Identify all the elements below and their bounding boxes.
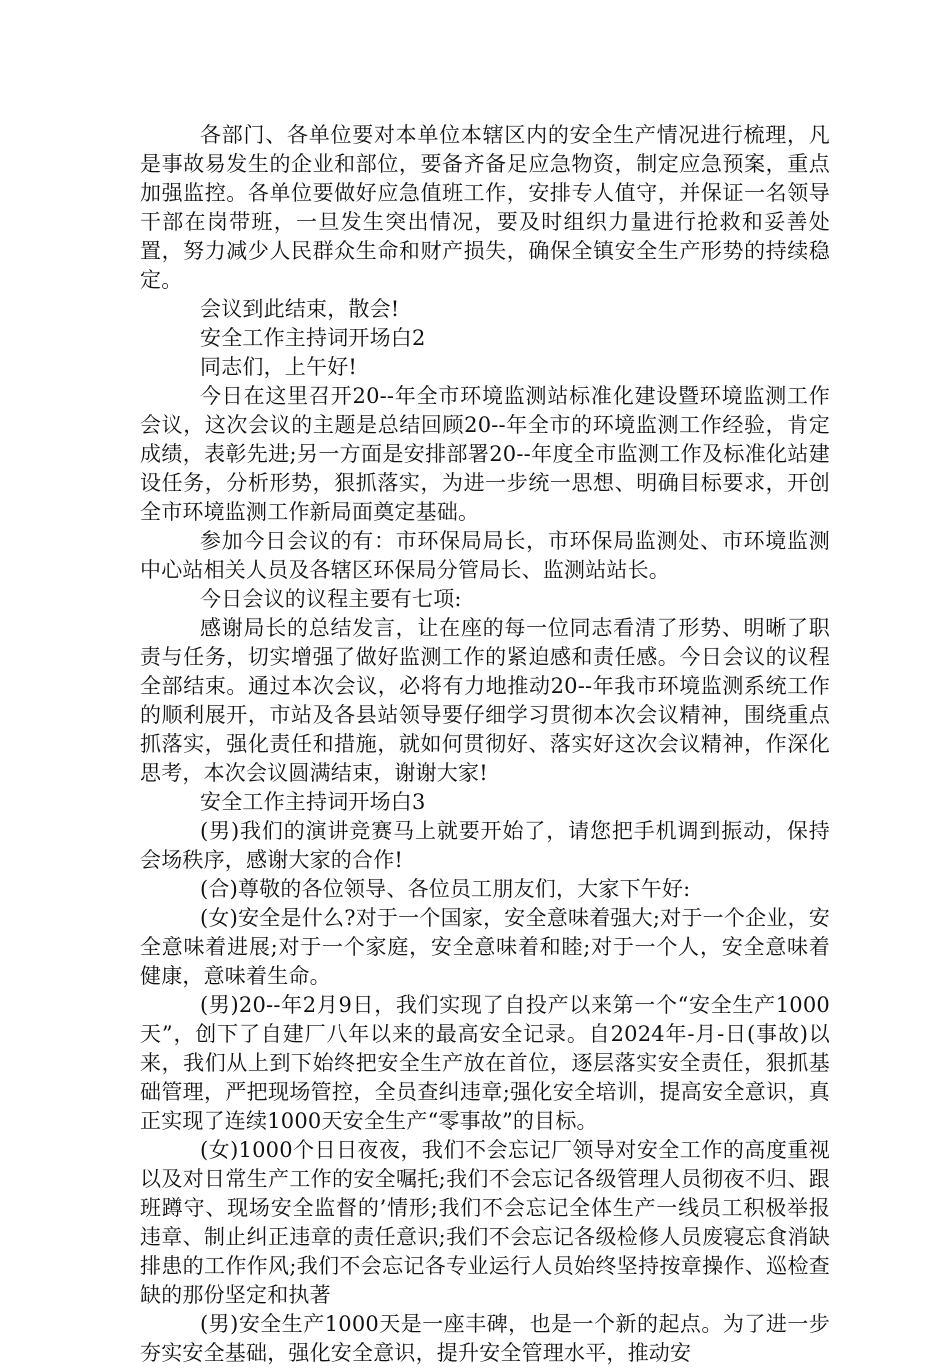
paragraph: (男)我们的演讲竞赛马上就要开始了，请您把手机调到振动，保持会场秩序，感谢大家的合作! <box>140 819 830 872</box>
paragraph: 同志们，上午好! <box>200 355 358 379</box>
paragraph: 各部门、各单位要对本单位本辖区内的安全生产情况进行梳理，凡是事故易发生的企业和部位，要备齐备足应急物资，制定应急预案，重点加强监控。各单位要做好应急值班工作，安排专人值守，并保证一名领导干部在岗带班，一旦发生突出情况，要及时组织力量进行抢救和妥善处置，努力减少人民群众生命和财产损失，确保全镇安全生产形势的持续稳定。 <box>140 123 830 292</box>
paragraph: (男)安全生产1000天是一座丰碑，也是一个新的起点。为了进一步夯实安全基础，强化安全意识，提升安全管理水平，推动安 <box>140 1312 830 1365</box>
paragraph: 今日在这里召开20--年全市环境监测站标准化建设暨环境监测工作会议，这次会议的主题是总结回顾20--年全市的环境监测工作经验，肯定成绩，表彰先进;另一方面是安排部署20--年度全市监测工作及标准化站建设任务，分析形势，狠抓落实，为进一步统一思想、明确目标要求，开创全市环境监测工作新局面奠定基础。 <box>140 384 830 524</box>
document-body <box>140 121 830 1368</box>
section-heading: 安全工作主持词开场白2 <box>200 326 426 350</box>
paragraph: 会议到此结束，散会! <box>200 297 400 321</box>
paragraph: 参加今日会议的有：市环保局局长，市环保局监测处、市环境监测中心站相关人员及各辖区环保局分管局长、监测站站长。 <box>140 529 830 582</box>
paragraph: 感谢局长的总结发言，让在座的每一位同志看清了形势、明晰了职责与任务，切实增强了做好监测工作的紧迫感和责任感。今日会议的议程全部结束。通过本次会议，必将有力地推动20--年我市环境监测系统工作的顺利展开，市站及各县站领导要仔细学习贯彻本次会议精神，围绕重点抓落实，强化责任和措施，就如何贯彻好、落实好这次会议精神，作深化思考，本次会议圆满结束，谢谢大家! <box>140 616 830 785</box>
paragraph: 今日会议的议程主要有七项: <box>200 587 462 611</box>
paragraph: (男)20--年2月9日，我们实现了自投产以来第一个“安全生产1000天”，创下了自建厂八年以来的最高安全记录。自2024年-月-日(事故)以来，我们从上到下始终把安全生产放在首位，逐层落实安全责任，狠抓基础管理，严把现场管控，全员查纠违章;强化安全培训，提高安全意识，真正实现了连续1000天安全生产“零事故”的目标。 <box>140 993 830 1133</box>
paragraph: (女)安全是什么?对于一个国家，安全意味着强大;对于一个企业，安全意味着进展;对于一个家庭，安全意味着和睦;对于一个人，安全意味着健康，意味着生命。 <box>140 906 830 988</box>
section-heading: 安全工作主持词开场白3 <box>200 790 426 814</box>
paragraph: (合)尊敬的各位领导、各位员工朋友们，大家下午好: <box>200 877 691 901</box>
paragraph: (女)1000个日日夜夜，我们不会忘记厂领导对安全工作的高度重视以及对日常生产工作的安全嘱托;我们不会忘记各级管理人员彻夜不归、跟班蹲守、现场安全监督的’情形;我们不会忘记全体生产一线员工积极举报违章、制止纠正违章的责任意识;我们不会忘记各级检修人员废寝忘食消缺排患的工作作风;我们不会忘记各专业运行人员始终坚持按章操作、巡检查缺的那份坚定和执著 <box>140 1138 830 1307</box>
